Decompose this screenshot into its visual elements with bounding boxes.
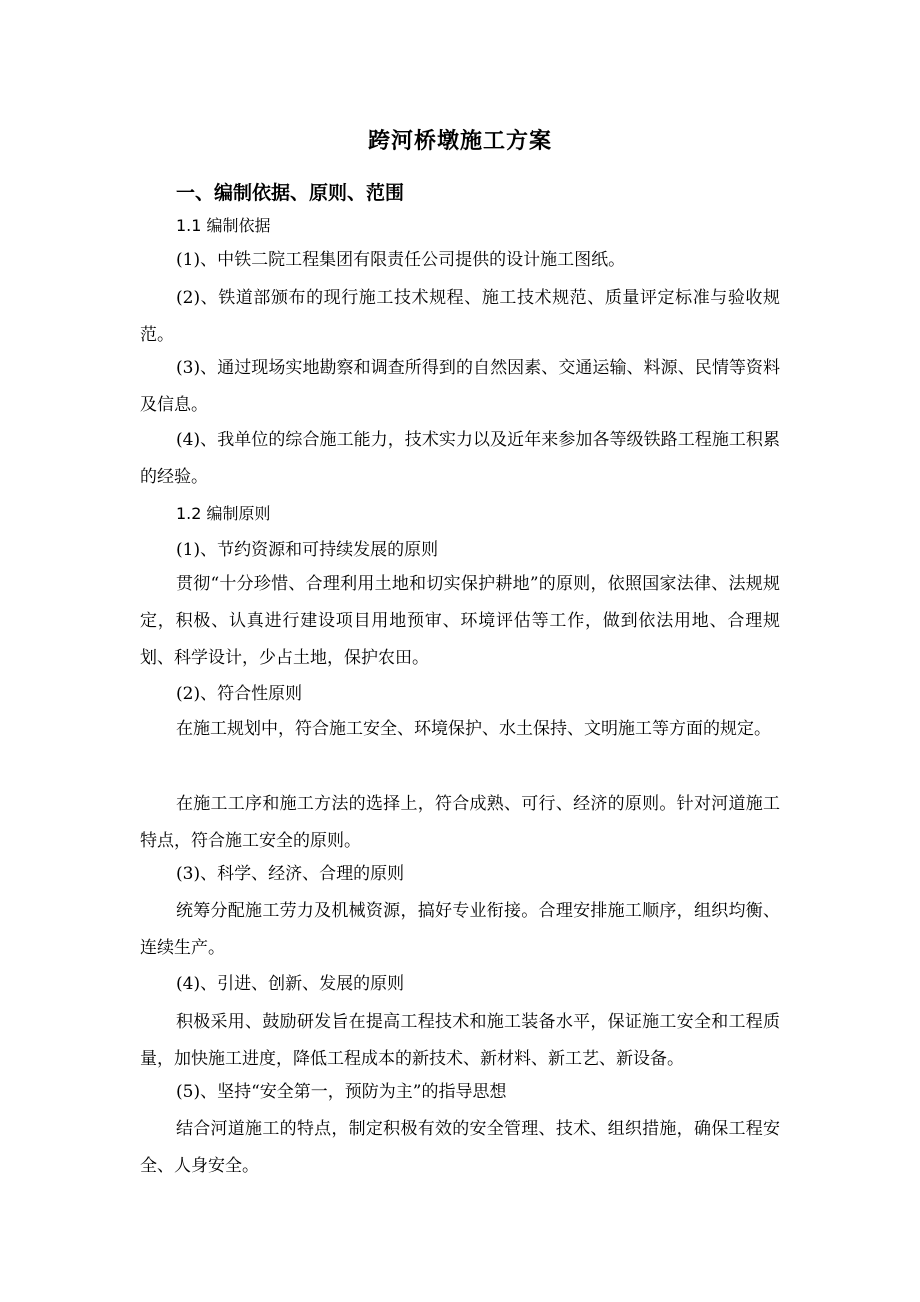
subsection-heading-1-1: 1.1 编制依据 — [176, 216, 271, 235]
principle-2-title: (2)、符合性原则 — [176, 684, 303, 704]
basis-item-3: (3)、通过现场实地勘察和调查所得到的自然因素、交通运输、料源、民情等资料及信息。 — [140, 358, 780, 415]
basis-item-2: (2)、铁道部颁布的现行施工技术规程、施工技术规范、质量评定标准与验收规范。 — [140, 288, 780, 345]
principle-1-title: (1)、节约资源和可持续发展的原则 — [176, 540, 439, 560]
principle-5-title: (5)、坚持“安全第一，预防为主”的指导思想 — [176, 1082, 507, 1102]
section-heading-1: 一、编制依据、原则、范围 — [176, 182, 405, 204]
document-title: 跨河桥墩施工方案 — [367, 129, 552, 154]
principle-1-text: 贯彻“十分珍惜、合理利用土地和切实保护耕地”的原则，依照国家法律、法规规定，积极、认真进行建设项目用地预审、环境评估等工作，做到依法用地、合理规划、科学设计，少占土地，保护农田。 — [140, 574, 780, 668]
principle-5-text: 结合河道施工的特点，制定积极有效的安全管理、技术、组织措施，确保工程安全、人身安全。 — [140, 1119, 780, 1176]
principle-2-text-2: 在施工工序和施工方法的选择上，符合成熟、可行、经济的原则。针对河道施工特点，符合施工安全的原则。 — [140, 794, 780, 851]
principle-3-text: 统筹分配施工劳力及机械资源，搞好专业衔接。合理安排施工顺序，组织均衡、连续生产。 — [140, 901, 780, 958]
principle-4-title: (4)、引进、创新、发展的原则 — [176, 974, 405, 994]
principle-3-title: (3)、科学、经济、合理的原则 — [176, 864, 405, 884]
principle-4-text: 积极采用、鼓励研发旨在提高工程技术和施工装备水平，保证施工安全和工程质量，加快施工进度，降低工程成本的新技术、新材料、新工艺、新设备。 — [140, 1012, 780, 1069]
principle-2-text-1: 在施工规划中，符合施工安全、环境保护、水土保持、文明施工等方面的规定。 — [176, 719, 771, 739]
basis-item-1: (1)、中铁二院工程集团有限责任公司提供的设计施工图纸。 — [176, 250, 626, 270]
basis-item-4: (4)、我单位的综合施工能力，技术实力以及近年来参加各等级铁路工程施工积累的经验。 — [140, 430, 780, 487]
subsection-heading-1-2: 1.2 编制原则 — [176, 504, 271, 523]
